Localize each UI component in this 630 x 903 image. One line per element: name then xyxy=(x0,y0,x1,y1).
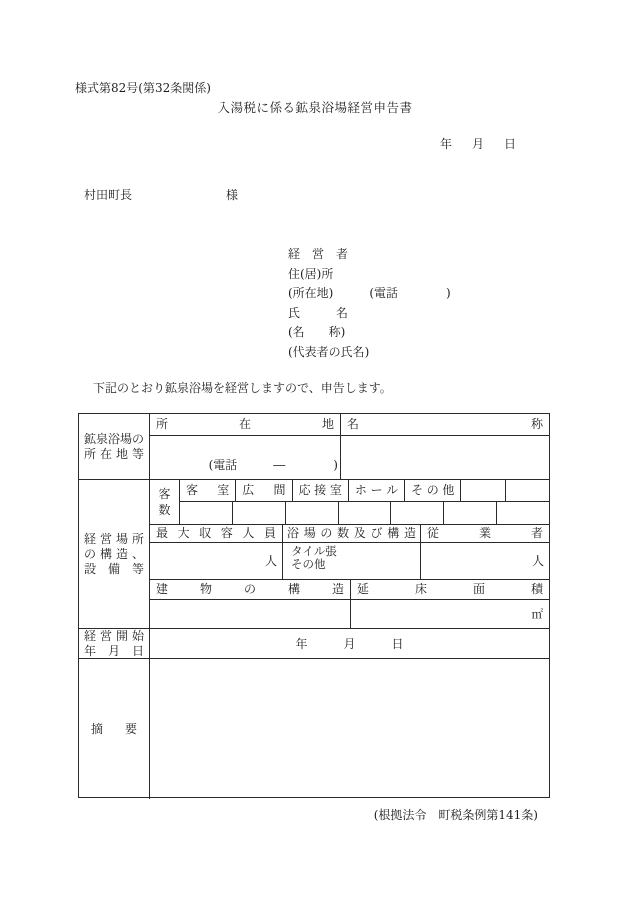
room-value-cell xyxy=(232,502,285,523)
square-meter-unit-label: ㎡ xyxy=(531,607,543,622)
address-column-header: 所在地 xyxy=(156,417,334,431)
date-field: 年 月 日 xyxy=(440,137,521,151)
row-location-label xyxy=(79,414,149,479)
room-col-header-reception-room: 応接室 xyxy=(292,480,348,501)
bath-option-other: その他 xyxy=(291,557,326,572)
room-col-header-hall: ホール xyxy=(348,480,404,501)
building-header-row xyxy=(150,579,549,599)
name-input-cell xyxy=(340,436,549,479)
room-value-cell xyxy=(496,502,549,523)
form-number: 様式第82号(第32条関係) xyxy=(75,81,211,95)
row-start-date-label-line1: 経営開始 xyxy=(84,628,144,643)
location-header-row xyxy=(150,414,549,436)
row-facility xyxy=(79,479,549,628)
page-title: 入湯税に係る鉱泉浴場経営申告書 xyxy=(217,100,413,115)
operator-role-label: 経 営 者 xyxy=(288,247,349,261)
room-col-header-blank2 xyxy=(505,480,549,501)
floor-area-value-cell xyxy=(350,600,549,628)
operator-representative-label: (代表者の氏名) xyxy=(288,344,370,359)
phone-label: (電話 ― ) xyxy=(208,458,338,472)
operator-name-label: 氏 名 xyxy=(288,305,349,320)
staff-unit-label: 人 xyxy=(531,554,544,569)
row-facility-label-line2: の構造、 xyxy=(84,546,144,561)
building-structure-value-cell xyxy=(150,600,350,628)
legal-basis-note: (根拠法令 町税条例第141条) xyxy=(373,808,538,822)
room-col-header-hall-room: 広間 xyxy=(235,480,291,501)
bath-structure-header: 浴場の数及び構造 xyxy=(282,525,420,542)
guest-count-label-top: 客 xyxy=(158,486,171,501)
staff-header: 従業者 xyxy=(420,525,549,542)
row-facility-label xyxy=(79,480,149,628)
operator-address-sub-label: (所在地) (電話 ) xyxy=(288,286,451,301)
row-remarks xyxy=(79,658,549,799)
room-col-header-blank1 xyxy=(460,480,504,501)
row-location-label-line2: 所在地等 xyxy=(84,446,144,461)
room-value-cell xyxy=(285,502,338,523)
capacity-unit-label: 人 xyxy=(264,554,277,569)
row-start-date xyxy=(79,628,549,658)
row-location-label-line1: 鉱泉浴場の xyxy=(84,431,145,446)
guest-count-label xyxy=(150,480,179,524)
row-start-date-label-line2: 年月日 xyxy=(84,643,144,658)
capacity-header-row xyxy=(150,524,549,542)
guest-count-label-bottom: 数 xyxy=(158,502,171,517)
operator-block xyxy=(288,245,451,363)
form-table xyxy=(78,413,550,798)
addressee-name: 村田町長 xyxy=(84,188,133,202)
addressee-honorific: 様 xyxy=(226,188,239,202)
room-value-cell xyxy=(180,502,232,523)
start-date-value-cell xyxy=(149,629,549,658)
room-value-cell xyxy=(338,502,391,523)
room-value-cell xyxy=(443,502,496,523)
building-structure-header: 建物の構造 xyxy=(156,582,344,597)
room-col-header-guest-room: 客室 xyxy=(186,483,230,497)
staff-value-cell xyxy=(420,543,549,580)
row-remarks-label xyxy=(79,659,149,799)
declaration-sentence: 下記のとおり鉱泉浴場を経営しますので、申告します。 xyxy=(93,381,392,395)
addressee-line xyxy=(84,186,238,203)
guest-grid-value-row xyxy=(180,502,549,523)
room-col-header-other: その他 xyxy=(404,480,460,501)
row-facility-label-line3: 設備等 xyxy=(84,561,144,576)
guest-count-grid xyxy=(150,480,549,524)
bath-structure-value-cell xyxy=(282,543,420,580)
remarks-label: 摘 要 xyxy=(91,721,137,736)
room-value-cell xyxy=(390,502,443,523)
floor-area-header: 延床面積 xyxy=(350,580,549,599)
remarks-value-cell xyxy=(149,659,549,799)
row-location xyxy=(79,414,549,479)
start-date-placeholder: 年 月 日 xyxy=(295,637,404,651)
capacity-value-cell xyxy=(150,543,282,580)
building-value-row xyxy=(150,599,549,628)
row-start-date-label xyxy=(79,629,149,658)
guest-grid-header-row xyxy=(180,480,549,502)
capacity-header: 最大収容人員 xyxy=(156,525,276,540)
bath-option-tile: タイル張 xyxy=(291,543,337,558)
name-column-header: 名称 xyxy=(340,414,549,435)
operator-name-sub-label: (名 称) xyxy=(288,325,346,340)
capacity-value-row xyxy=(150,542,549,580)
address-input-cell xyxy=(150,436,340,479)
operator-address-label: 住(居)所 xyxy=(288,266,334,281)
row-facility-label-line1: 経営場所 xyxy=(84,531,144,546)
